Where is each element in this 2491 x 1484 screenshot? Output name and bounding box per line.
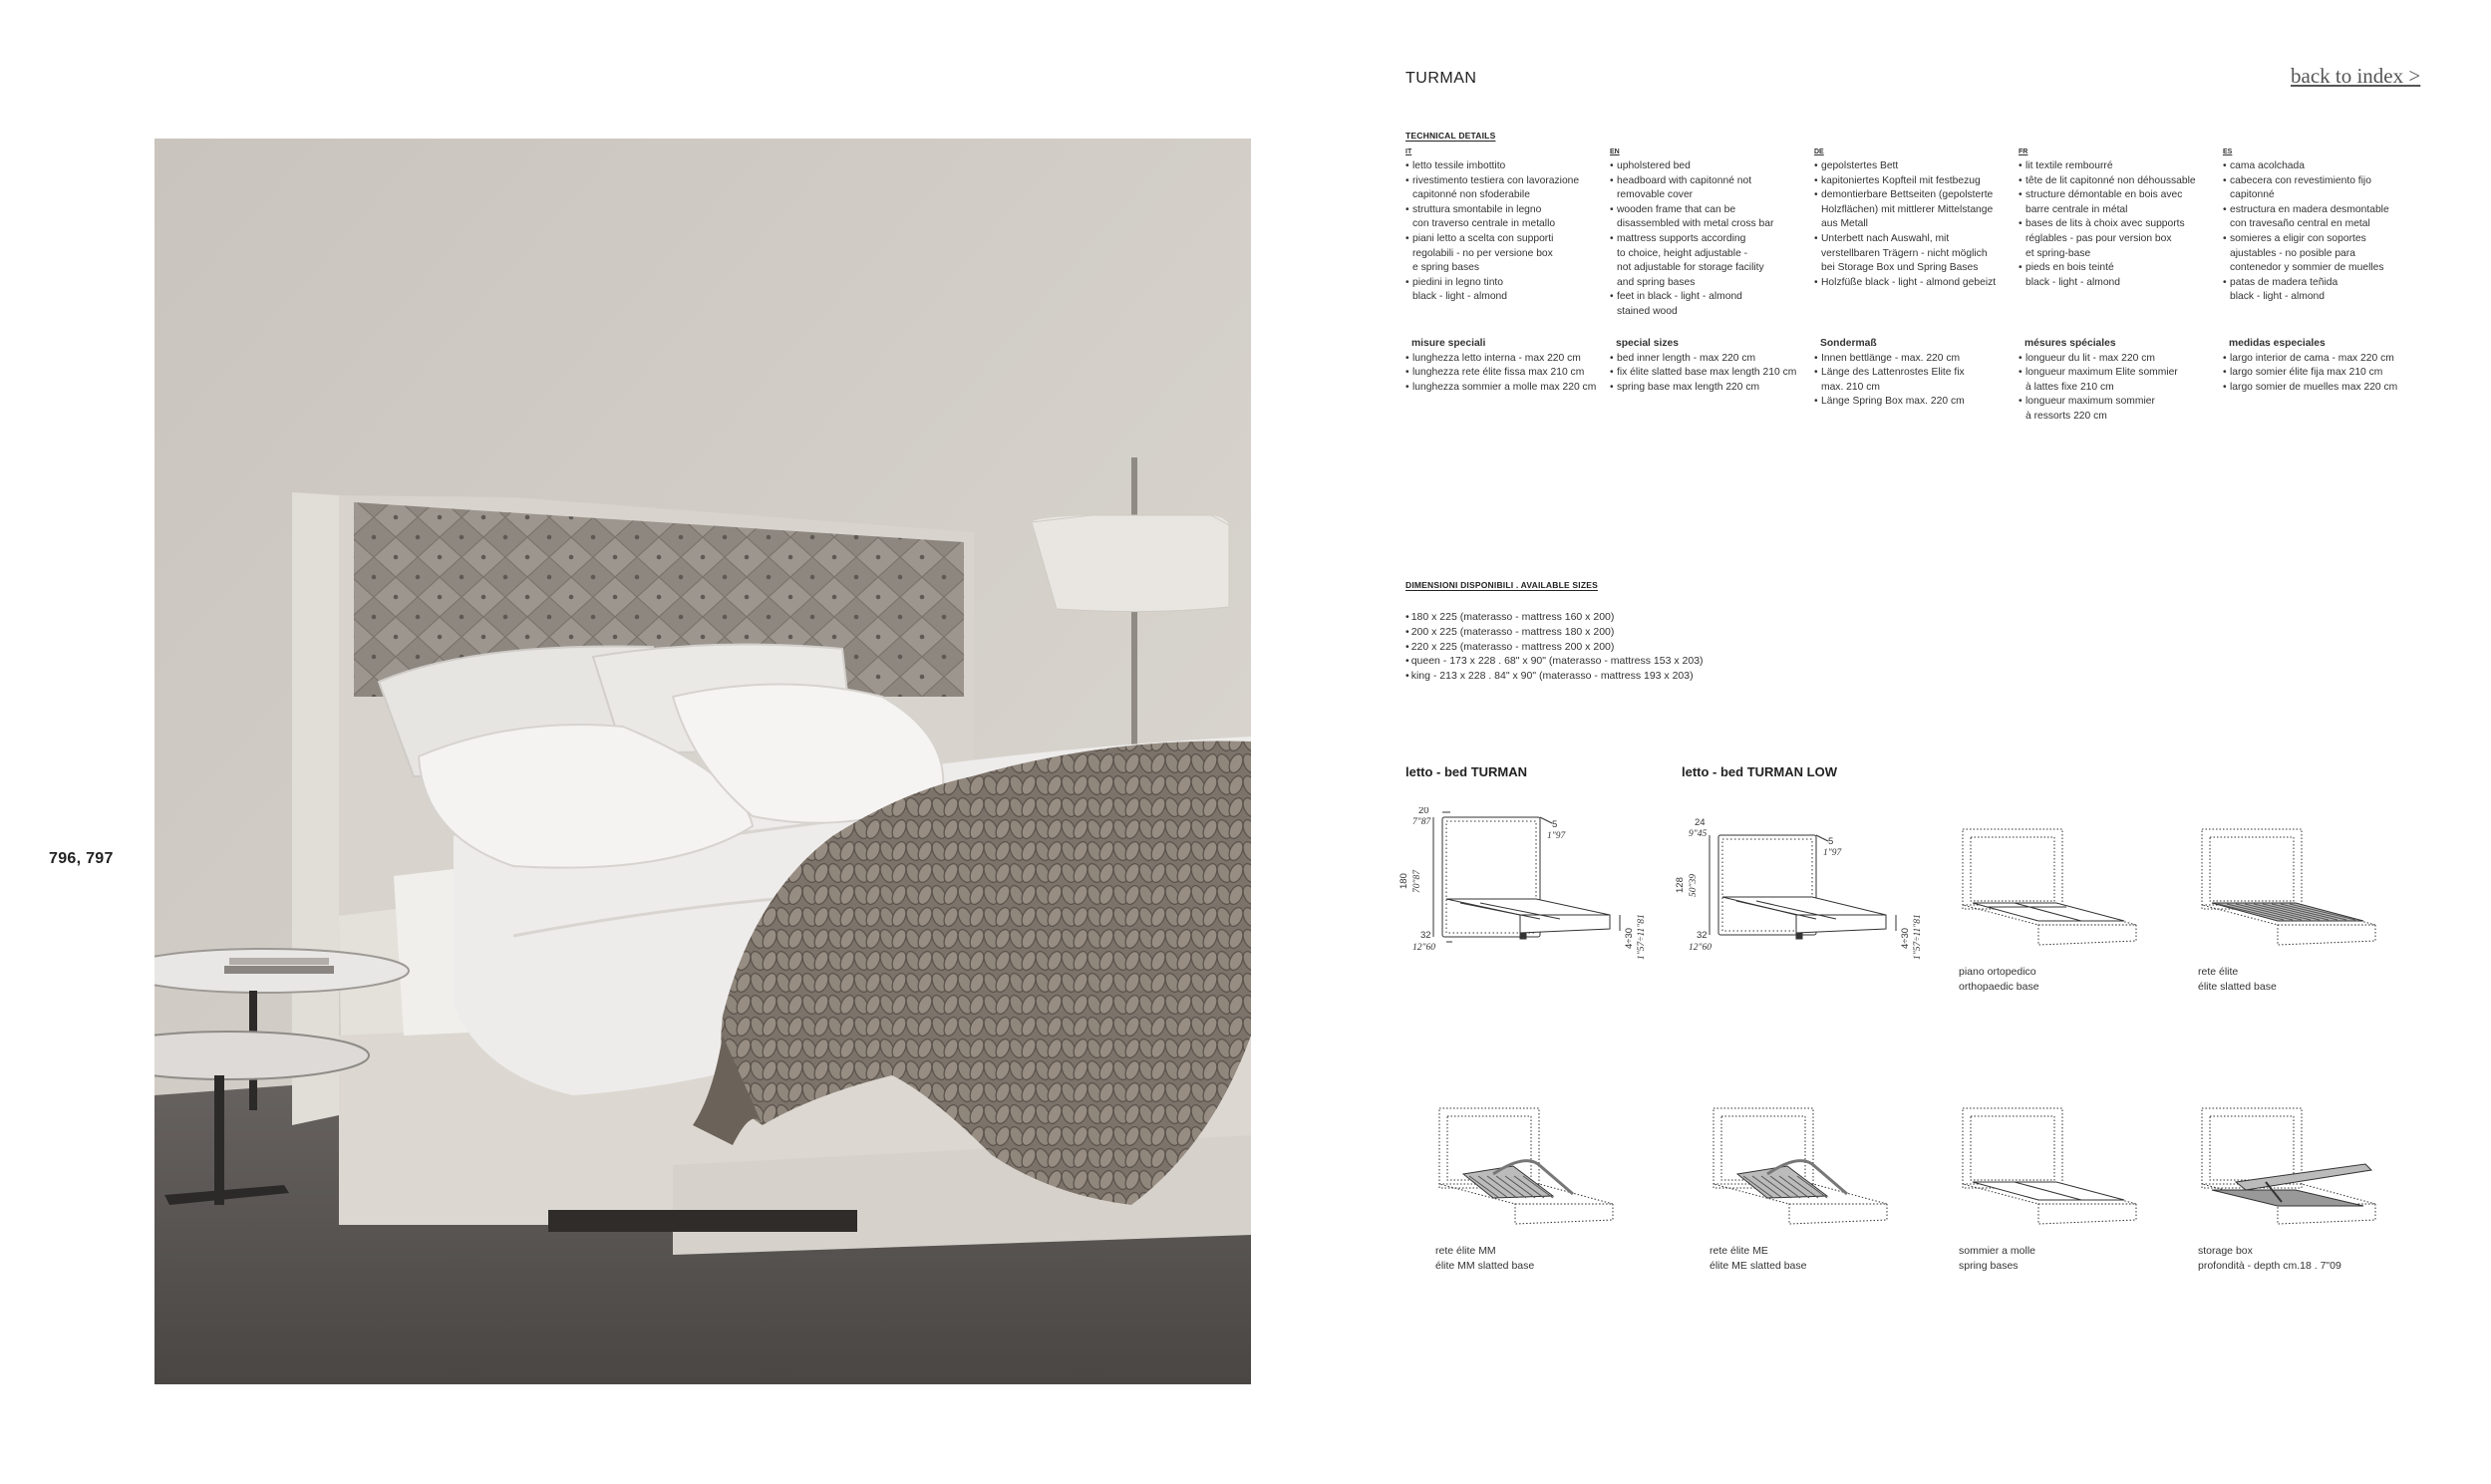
special-sizes-de: [1814, 337, 2014, 410]
base-caption-line2: élite slatted base: [2198, 980, 2277, 993]
tech-item: • wooden frame that can be disassembled with metal cross bar: [1610, 203, 1809, 232]
special-size-item: • Länge des Lattenrostes Elite fix max. 210 cm: [1814, 366, 2014, 395]
special-size-item: • Länge Spring Box max. 220 cm: [1814, 395, 2014, 410]
special-sizes-items: [1405, 352, 1605, 396]
special-size-item: • lunghezza letto interna - max 220 cm: [1405, 352, 1605, 367]
special-size-item: • fix élite slatted base max length 210 cm: [1610, 366, 1809, 381]
base-caption-orthopaedic: [1959, 965, 2039, 994]
tech-item: • bases de lits à choix avec supports réglables - pas pour version box et spring-base: [2019, 217, 2218, 261]
base-caption-line2: profondità - depth cm.18 . 7"09: [2198, 1259, 2341, 1272]
base-drawing-orthopaedic: [1957, 825, 2156, 960]
dim-bottom-depth: 32: [1420, 930, 1431, 941]
page-number: 796, 797: [49, 850, 114, 867]
special-sizes-es: [2223, 337, 2422, 395]
size-item: • 220 x 225 (materasso - mattress 200 x 200): [1405, 640, 1704, 655]
base-caption-line1: storage box: [2198, 1245, 2253, 1257]
dim-top-depth: 20: [1418, 807, 1429, 816]
tech-column-de: [1814, 148, 2014, 290]
base-drawing-me: [1708, 1104, 1907, 1239]
base-caption-spring: [1959, 1244, 2035, 1273]
back-to-index-link[interactable]: back to index >: [2291, 64, 2421, 88]
dim-top-depth: 24: [1695, 817, 1706, 828]
special-sizes-items: [2223, 352, 2422, 396]
tech-lang-label: FR: [2019, 148, 2028, 155]
dim-head-thick: 5: [1828, 836, 1834, 847]
special-sizes-title: special sizes: [1616, 338, 1679, 349]
tech-item: • feet in black - light - almond stained wood: [1610, 290, 1809, 319]
tech-item: • Unterbett nach Auswahl, mit verstellbaren Trägern - nicht möglich bei Storage Box und Spring Bases: [1814, 232, 2014, 276]
tech-items: [1405, 159, 1605, 305]
dim-head-thick-in: 1"97: [1823, 848, 1842, 858]
special-size-item: • largo interior de cama - max 220 cm: [2223, 352, 2422, 367]
dim-height-in: 70"87: [1412, 870, 1422, 893]
tech-item: • letto tessile imbottito: [1405, 159, 1605, 174]
tech-item: • estructura en madera desmontable con travesaño central en metal: [2223, 203, 2422, 232]
base-caption-line2: élite MM slatted base: [1435, 1259, 1535, 1272]
special-sizes-items: [2019, 352, 2218, 425]
special-sizes-title: mésures spéciales: [2024, 338, 2116, 349]
tech-item: • cama acolchada: [2223, 159, 2422, 174]
dim-top-depth-in: 9"45: [1689, 829, 1708, 839]
dim-head-thick-in: 1"97: [1547, 831, 1566, 841]
base-caption-line2: orthopaedic base: [1959, 980, 2039, 993]
tech-item: • somieres a eligir con soportes ajustables - no posible para contenedor y sommier de muelles: [2223, 232, 2422, 276]
tech-column-fr: [2019, 148, 2218, 290]
dim-side-h: 4÷30: [1900, 927, 1911, 949]
special-sizes-it: [1405, 337, 1605, 395]
tech-items: [2019, 159, 2218, 290]
special-sizes-en: [1610, 337, 1809, 395]
base-caption-line1: rete élite: [2198, 966, 2239, 978]
tech-item: • upholstered bed: [1610, 159, 1809, 174]
tech-item: • struttura smontabile in legno con traverso centrale in metallo: [1405, 203, 1605, 232]
available-sizes-title: DIMENSIONI DISPONIBILI . AVAILABLE SIZES: [1405, 580, 1598, 590]
base-caption-line1: sommier a molle: [1959, 1245, 2036, 1257]
special-size-item: • bed inner length - max 220 cm: [1610, 352, 1809, 367]
dim-height: 180: [1399, 873, 1409, 889]
special-size-item: • longueur maximum sommier à ressorts 220 cm: [2019, 395, 2218, 424]
tech-items: [1814, 159, 2014, 290]
tech-item: • piedini in legno tinto black - light - almond: [1405, 276, 1605, 305]
base-caption-storage: [2198, 1244, 2341, 1273]
dim-side-h-in: 1"57÷11"81: [1637, 914, 1647, 960]
dim-height: 128: [1675, 877, 1686, 893]
tech-item: • lit textile rembourré: [2019, 159, 2218, 174]
size-item: • 180 x 225 (materasso - mattress 160 x 200): [1405, 610, 1704, 625]
tech-lang-label: IT: [1405, 148, 1412, 155]
special-size-item: • largo somier de muelles max 220 cm: [2223, 381, 2422, 396]
special-size-item: • Innen bettlänge - max. 220 cm: [1814, 352, 2014, 367]
base-caption-me: [1710, 1244, 1806, 1273]
special-size-item: • largo somier élite fija max 210 cm: [2223, 366, 2422, 381]
size-item: • queen - 173 x 228 . 68" x 90" (materasso - mattress 153 x 203): [1405, 654, 1704, 669]
tech-column-es: [2223, 148, 2422, 305]
tech-item: • headboard with capitonné not removable cover: [1610, 174, 1809, 203]
special-sizes-items: [1610, 352, 1809, 396]
tech-item: • rivestimento testiera con lavorazione capitonné non sfoderabile: [1405, 174, 1605, 203]
bed-turman-low-title: letto - bed TURMAN LOW: [1682, 764, 1837, 779]
base-caption-mm: [1435, 1244, 1534, 1273]
tech-items: [2223, 159, 2422, 305]
tech-item: • demontierbare Bettseiten (gepolsterte Holzflächen) mit mittlerer Mittelstange aus Metall: [1814, 188, 2014, 232]
tech-item: • piani letto a scelta con supporti regolabili - no per versione box e spring bases: [1405, 232, 1605, 276]
tech-column-it: [1405, 148, 1605, 305]
dim-top-depth-in: 7"87: [1412, 817, 1431, 827]
tech-item: • mattress supports according to choice, height adjustable - not adjustable for storage facility and spring bases: [1610, 232, 1809, 290]
base-drawing-slatted: [2196, 825, 2395, 960]
base-caption-line1: rete élite ME: [1710, 1245, 1768, 1257]
special-size-item: • lunghezza sommier a molle max 220 cm: [1405, 381, 1605, 396]
base-caption-line2: élite ME slatted base: [1710, 1259, 1807, 1272]
dim-height-in: 50"39: [1689, 874, 1699, 897]
special-size-item: • spring base max length 220 cm: [1610, 381, 1809, 396]
tech-item: • patas de madera teñida black - light - almond: [2223, 276, 2422, 305]
dim-head-thick: 5: [1552, 819, 1558, 830]
dim-side-h-in: 1"57÷11"81: [1913, 914, 1923, 960]
base-caption-line1: rete élite MM: [1435, 1245, 1496, 1257]
bed-turman-low-drawing: [1667, 817, 1926, 972]
bed-turman-drawing: [1391, 807, 1650, 972]
tech-column-en: [1610, 148, 1809, 320]
dim-bottom-depth: 32: [1697, 930, 1708, 941]
special-sizes-title: medidas especiales: [2229, 338, 2326, 349]
tech-item: • kapitoniertes Kopfteil mit festbezug: [1814, 174, 2014, 189]
special-size-item: • longueur maximum Elite sommier à lattes fixe 210 cm: [2019, 366, 2218, 395]
dim-side-h: 4÷30: [1624, 927, 1635, 949]
special-size-item: • lunghezza rete élite fissa max 210 cm: [1405, 366, 1605, 381]
available-sizes-list: [1405, 610, 1704, 684]
product-name: TURMAN: [1405, 70, 1477, 87]
bed-turman-title: letto - bed TURMAN: [1405, 764, 1528, 779]
tech-lang-label: ES: [2223, 148, 2233, 155]
dim-bottom-depth-in: 12"60: [1689, 943, 1712, 953]
tech-lang-label: EN: [1610, 148, 1620, 155]
base-caption-line2: spring bases: [1959, 1259, 2019, 1272]
base-drawing-mm: [1433, 1104, 1633, 1239]
tech-item: • pieds en bois teinté black - light - almond: [2019, 261, 2218, 290]
base-caption-line1: piano ortopedico: [1959, 966, 2036, 978]
size-item: • 200 x 225 (materasso - mattress 180 x 200): [1405, 625, 1704, 640]
tech-item: • structure démontable en bois avec barre centrale in métal: [2019, 188, 2218, 217]
special-sizes-title: Sondermaß: [1820, 338, 1877, 349]
dim-bottom-depth-in: 12"60: [1412, 943, 1435, 953]
base-drawing-spring: [1957, 1104, 2156, 1239]
tech-lang-label: DE: [1814, 148, 1824, 155]
base-drawing-storage: [2196, 1104, 2395, 1239]
special-sizes-items: [1814, 352, 2014, 410]
technical-details-title: TECHNICAL DETAILS: [1405, 131, 1496, 141]
tech-item: • gepolstertes Bett: [1814, 159, 2014, 174]
tech-item: • cabecera con revestimiento fijo capitonné: [2223, 174, 2422, 203]
special-size-item: • longueur du lit - max 220 cm: [2019, 352, 2218, 367]
base-caption-slatted: [2198, 965, 2277, 994]
tech-item: • Holzfüße black - light - almond gebeizt: [1814, 276, 2014, 291]
tech-item: • tête de lit capitonné non déhoussable: [2019, 174, 2218, 189]
tech-items: [1610, 159, 1809, 320]
product-photo: [155, 139, 1251, 1384]
size-item: • king - 213 x 228 . 84" x 90" (materasso - mattress 193 x 203): [1405, 669, 1704, 684]
special-sizes-title: misure speciali: [1411, 338, 1486, 349]
special-sizes-fr: [2019, 337, 2218, 425]
